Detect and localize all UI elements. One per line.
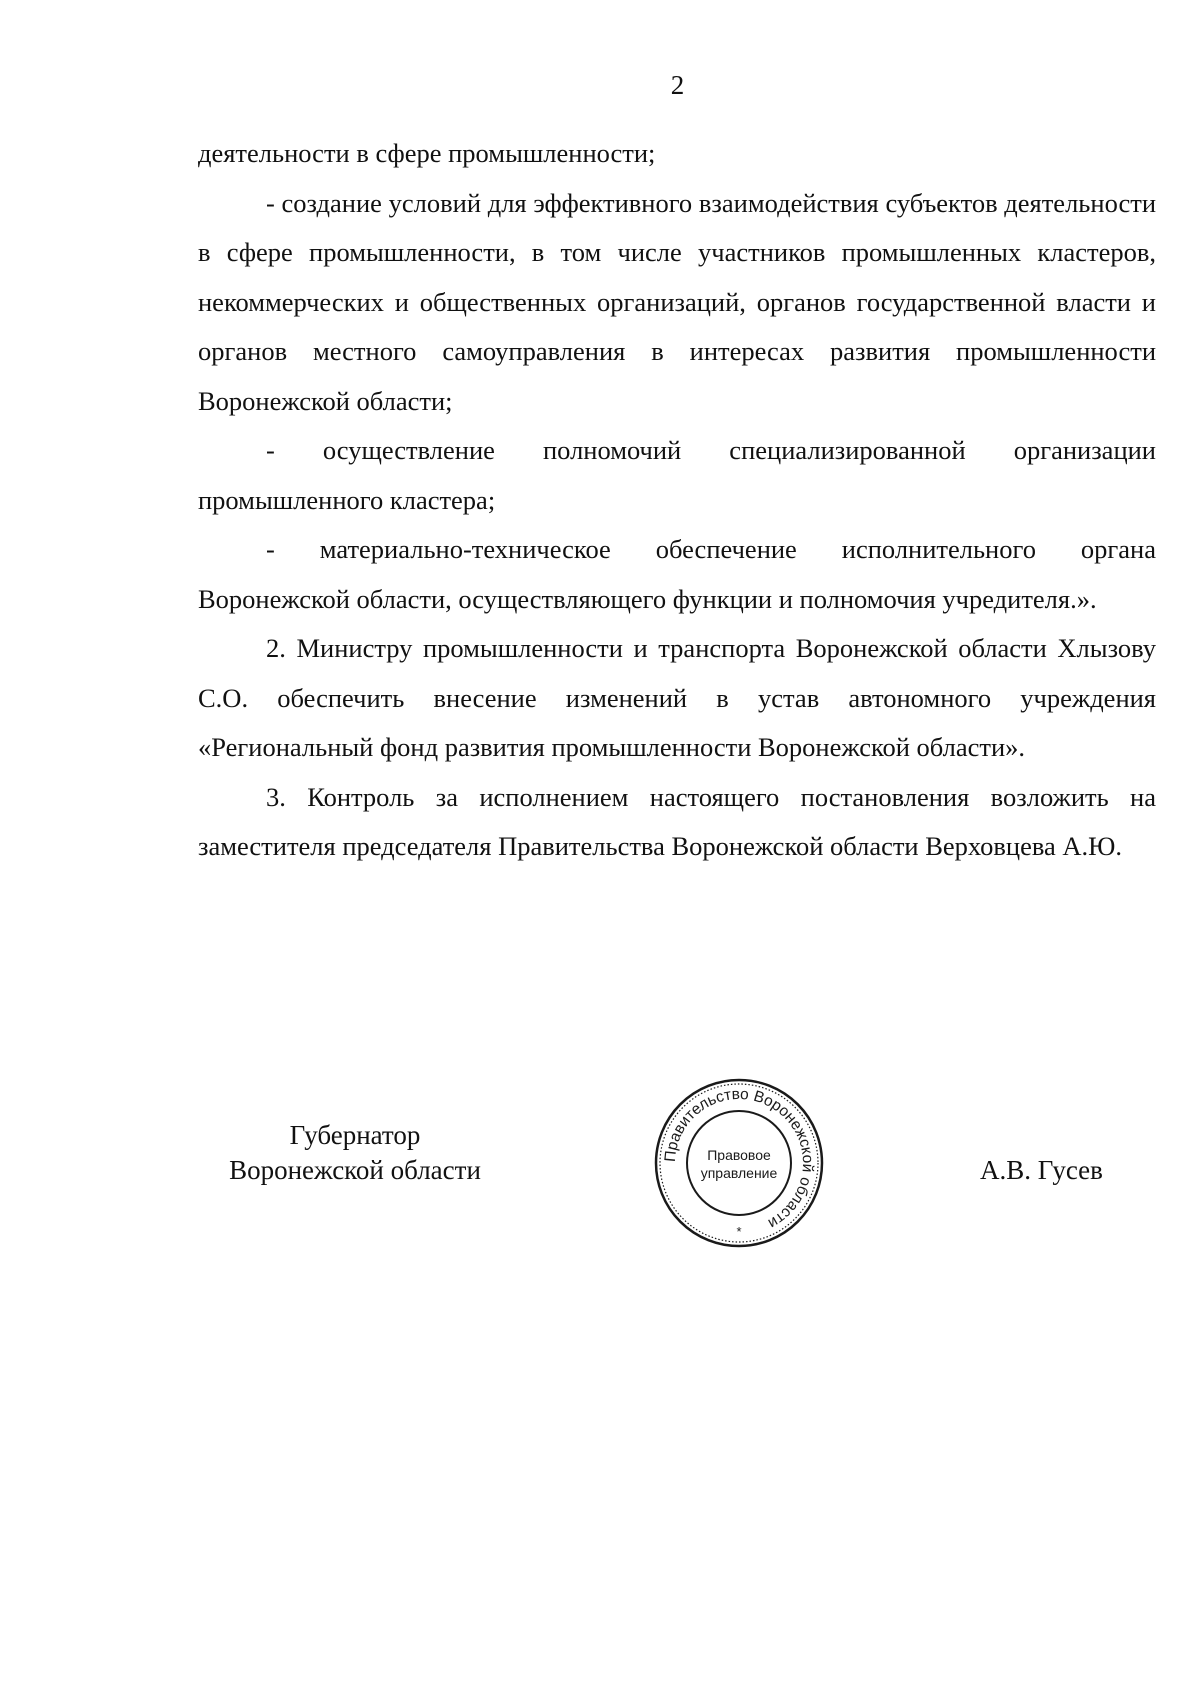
signatory-name: А.В. Гусев	[980, 1155, 1103, 1185]
paragraph-list-item: - осуществление полномочий специализированной организации промышленного кластера;	[198, 435, 1156, 515]
seal-inner-ring	[687, 1111, 791, 1215]
paragraph-list-item: - создание условий для эффективного взаимодействия субъектов деятельности в сфере промышленности, в том числе участников промышленных кластеров, некоммерческих и общественных организаций, органов государственной власти и органов местного самоуправления в интересах развития промышленности Воронежской области;	[198, 187, 1156, 416]
seal-dotted-ring	[660, 1084, 818, 1242]
seal-outer-text: Правительство Воронежской области	[661, 1085, 817, 1232]
signatory-title-line: Губернатор	[289, 1120, 421, 1150]
signatory-title	[205, 1118, 505, 1188]
page-number: 2	[670, 70, 685, 100]
seal-inner-text: Правовое	[707, 1147, 771, 1163]
official-seal	[654, 1078, 824, 1248]
paragraph-continuation: деятельности в сфере промышленности;	[198, 138, 656, 168]
document-body	[198, 129, 1156, 872]
paragraph-item-3: 3. Контроль за исполнением настоящего постановления возложить на заместителя председателя Правительства Воронежской области Верховцева А.Ю.	[198, 781, 1156, 861]
paragraph-list-item: - материально-техническое обеспечение исполнительного органа Воронежской области, осуществляющего функции и полномочия учредителя.».	[198, 534, 1156, 614]
seal-outer-ring	[656, 1080, 822, 1246]
signatory-title-line: Воронежской области	[229, 1155, 481, 1185]
seal-inner-text: управление	[700, 1165, 778, 1181]
seal-star: *	[736, 1224, 742, 1239]
paragraph-item-2: 2. Министру промышленности и транспорта Воронежской области Хлызову С.О. обеспечить внесение изменений в устав автономного учреждения «Региональный фонд развития промышленности Воронежской области».	[198, 633, 1156, 762]
